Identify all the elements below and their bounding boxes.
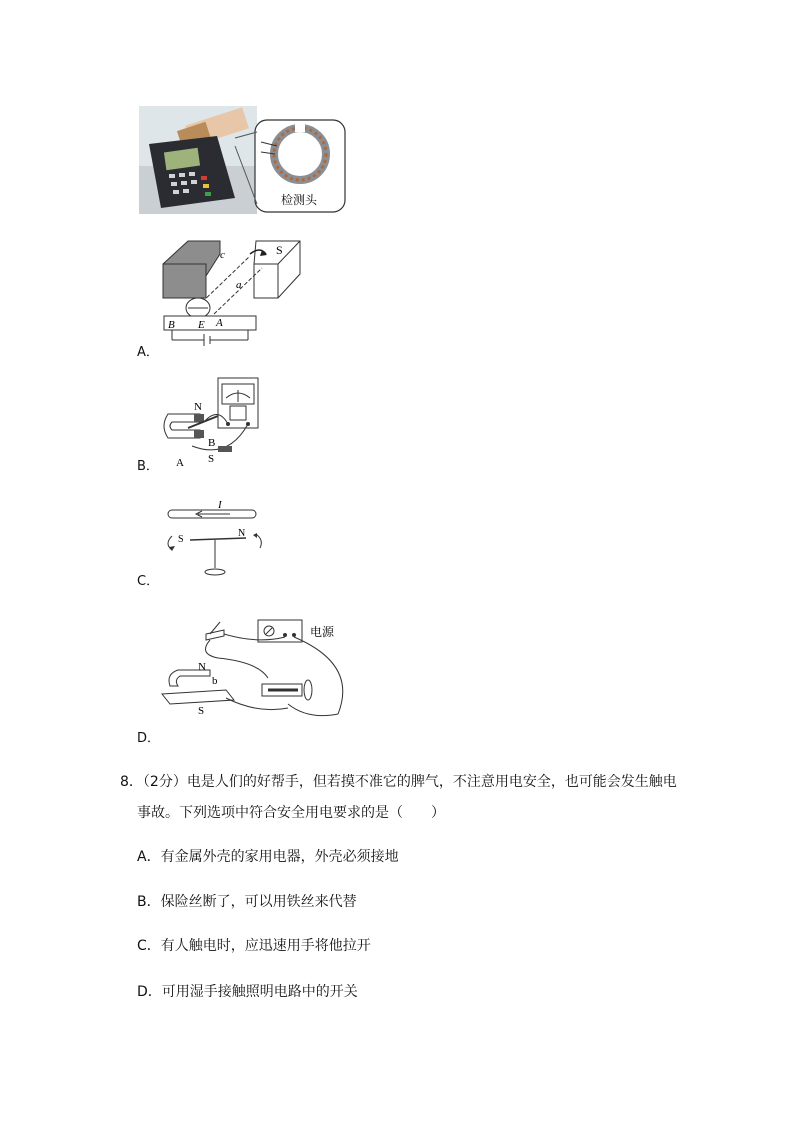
question-8-option-c: C．有人触电时，应迅速用手将他拉开	[137, 938, 371, 954]
option-b-figure	[158, 376, 268, 468]
pole-n-label: N	[238, 528, 246, 539]
current-i-label: I	[218, 499, 222, 511]
question-8-option-a: A．有金属外壳的家用电器，外壳必须接地	[137, 849, 399, 865]
point-e-label: E	[198, 319, 205, 331]
card-reader-figure	[139, 106, 349, 216]
option-a-figure	[158, 236, 308, 346]
question-8-line-1: 8．（2分）电是人们的好帮手，但若摸不准它的脾气，不注意用电安全，也可能会发生触电	[120, 774, 677, 790]
pole-s-label: S	[208, 453, 215, 465]
option-b-label: B．	[137, 459, 159, 474]
question-8-line-2: 事故。下列选项中符合安全用电要求的是（ ）	[137, 805, 445, 821]
option-c-figure	[160, 496, 270, 580]
option-d-label: D．	[137, 731, 161, 746]
option-c-label: C．	[137, 574, 160, 589]
point-a-upper-label: A	[216, 317, 223, 329]
point-a-label: a	[236, 279, 242, 291]
question-8-option-d: D．可用湿手接触照明电路中的开关	[137, 984, 358, 1000]
detector-head-label: 检测头	[281, 193, 318, 207]
pole-n-label: N	[194, 401, 202, 413]
oersted-illustration	[160, 496, 270, 580]
pole-s-label: S	[198, 705, 205, 717]
power-supply-label: 电源	[310, 625, 335, 639]
point-c-label: c	[220, 249, 225, 261]
question-8-option-b: B．保险丝断了，可以用铁丝来代替	[137, 894, 357, 910]
rotating-coil-illustration	[158, 236, 308, 346]
point-b-label: B	[208, 437, 216, 449]
card-reader-illustration	[139, 106, 349, 216]
point-b-label: b	[212, 675, 218, 687]
option-a-label: A．	[137, 345, 159, 360]
point-a-label: A	[176, 457, 184, 468]
galvanometer-illustration	[158, 376, 268, 468]
point-b-label: B	[168, 319, 175, 331]
motor-circuit-illustration	[158, 614, 358, 720]
pole-n-label: N	[198, 661, 206, 673]
pole-s-label: S	[178, 534, 184, 545]
option-d-figure	[158, 614, 358, 720]
pole-s-label: S	[276, 243, 283, 257]
